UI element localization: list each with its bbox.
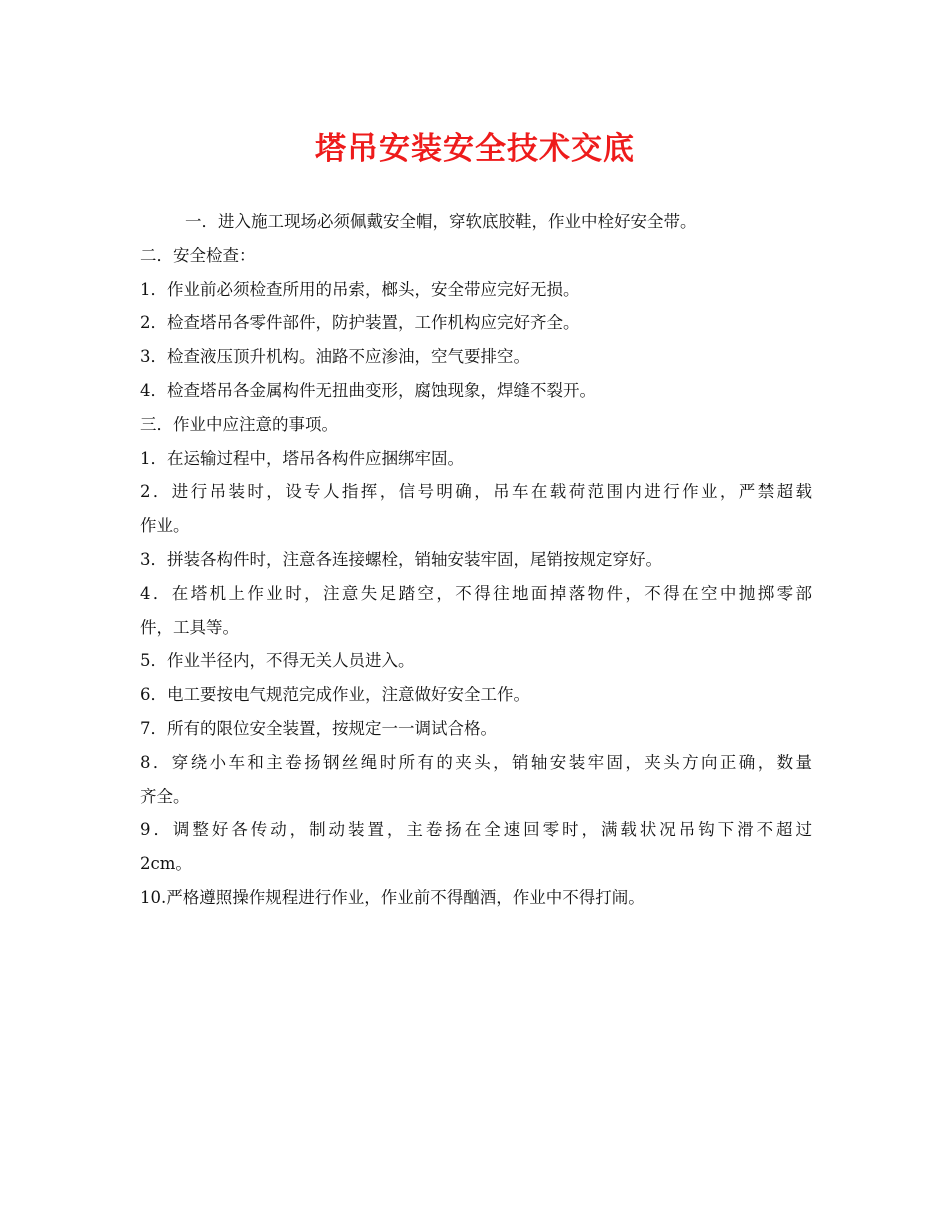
text-line: 3．检查液压顶升机构。油路不应渗油，空气要排空。 [140,347,530,367]
text-line: 齐全。 [140,786,190,806]
section-heading-precautions: 三．作业中应注意的事项。 [140,414,338,434]
text-line: 8．穿绕小车和主卷扬钢丝绳时所有的夹头，销轴安装牢固，夹头方向正确，数量 [140,752,812,772]
text-line: 件，工具等。 [140,617,239,637]
text-line: 2cm。 [140,854,192,874]
text-line: 1．作业前必须检查所用的吊索，榔头，安全带应完好无损。 [140,279,580,299]
text-line: 6．电工要按电气规范完成作业，注意做好安全工作。 [140,685,530,705]
text-line: 1．在运输过程中，塔吊各构件应捆绑牢固。 [140,448,464,468]
text-line: 2．检查塔吊各零件部件，防护装置，工作机构应完好齐全。 [140,313,580,333]
text-line: 作业。 [140,516,190,536]
section-heading-safety-check: 二．安全检查： [140,245,256,265]
document-title: 塔吊安装安全技术交底 [315,131,635,167]
text-line: 3．拼装各构件时，注意各连接螺栓，销轴安装牢固，尾销按规定穿好。 [140,549,662,569]
document-body [140,205,812,915]
text-line: 4．检查塔吊各金属构件无扭曲变形，腐蚀现象，焊缝不裂开。 [140,380,596,400]
text-line-intro: 一．进入施工现场必须佩戴安全帽，穿软底胶鞋，作业中栓好安全带。 [185,212,697,231]
text-line: 7．所有的限位安全装置，按规定一一调试合格。 [140,718,497,738]
text-line: 5．作业半径内，不得无关人员进入。 [140,651,415,671]
text-line: 2．进行吊装时，设专人指挥，信号明确，吊车在载荷范围内进行作业，严禁超载 [140,482,812,502]
text-line: 4．在塔机上作业时，注意失足踏空，不得往地面掉落物件，不得在空中抛掷零部 [140,583,812,603]
text-line: 10.严格遵照操作规程进行作业，作业前不得酗酒，作业中不得打闹。 [140,887,645,907]
text-line: 9．调整好各传动，制动装置，主卷扬在全速回零时，满载状况吊钩下滑不超过 [140,820,812,840]
